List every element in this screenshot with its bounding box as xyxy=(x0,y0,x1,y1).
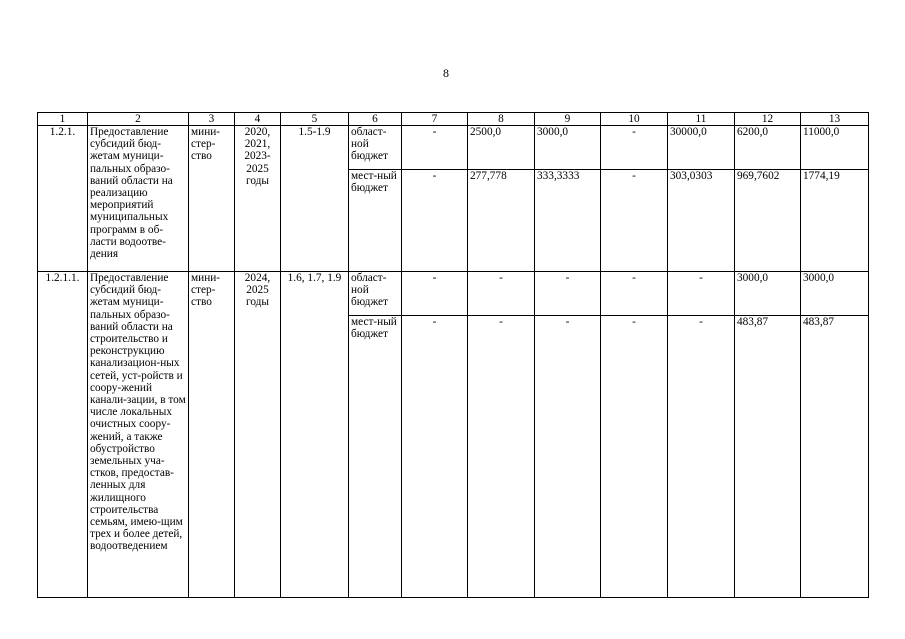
column-header: 13 xyxy=(801,113,869,126)
table-cell: - xyxy=(601,126,668,170)
column-header: 2 xyxy=(88,113,189,126)
column-header: 3 xyxy=(189,113,235,126)
table-cell: 1774,19 xyxy=(801,170,869,272)
table-cell: - xyxy=(535,272,601,316)
table-cell: 2500,0 xyxy=(468,126,535,170)
table-cell: 483,87 xyxy=(801,316,869,598)
column-header: 4 xyxy=(235,113,281,126)
row-name: Предоставление субсидий бюд-жетам муници-пальных образо-ваний области на реализацию мероприятий муниципальных программ в об-ласти водоотве-дения xyxy=(88,126,189,272)
table-cell: - xyxy=(601,316,668,598)
table-cell: - xyxy=(601,272,668,316)
page-number: 8 xyxy=(443,66,449,80)
table-cell: - xyxy=(535,316,601,598)
table-cell: - xyxy=(601,170,668,272)
table-cell: - xyxy=(468,272,535,316)
column-header: 7 xyxy=(402,113,468,126)
table-cell: - xyxy=(668,316,735,598)
budget-source: мест-ный бюджет xyxy=(349,170,402,272)
budget-table xyxy=(37,112,869,598)
column-header: 6 xyxy=(349,113,402,126)
table-cell: - xyxy=(668,272,735,316)
column-header: 9 xyxy=(535,113,601,126)
row-code: 1.2.1.1. xyxy=(38,272,88,598)
table-cell: 303,0303 xyxy=(668,170,735,272)
table-cell: 3000,0 xyxy=(535,126,601,170)
table-cell: - xyxy=(402,170,468,272)
row-executor: мини-стер-ство xyxy=(189,272,235,598)
table-cell: 3000,0 xyxy=(735,272,801,316)
row-code: 1.2.1. xyxy=(38,126,88,272)
column-header: 10 xyxy=(601,113,668,126)
column-header: 1 xyxy=(38,113,88,126)
table-cell: 277,778 xyxy=(468,170,535,272)
table-row xyxy=(38,272,869,316)
column-header: 8 xyxy=(468,113,535,126)
table-cell: 333,3333 xyxy=(535,170,601,272)
row-name: Предоставление субсидий бюд-жетам муници-пальных образо-ваний области на строительство и реконструкцию канализацион-ных сетей, уст-ройств и соору-жений канали-зации, в том числе локальных очистных соору-жений, а также обустройство земельных уча-стков, предостав-ленных для жилищного строительства семьям, имею-щим трех и более детей, водоотведением xyxy=(88,272,189,598)
table-cell: 3000,0 xyxy=(801,272,869,316)
table-cell: 11000,0 xyxy=(801,126,869,170)
column-header: 12 xyxy=(735,113,801,126)
table-cell: 6200,0 xyxy=(735,126,801,170)
table-cell: - xyxy=(468,316,535,598)
table-cell: - xyxy=(402,272,468,316)
row-indicators: 1.5-1.9 xyxy=(281,126,349,272)
column-header: 5 xyxy=(281,113,349,126)
row-period: 2020, 2021, 2023-2025 годы xyxy=(235,126,281,272)
table-cell: - xyxy=(402,316,468,598)
row-period: 2024, 2025 годы xyxy=(235,272,281,598)
table-cell: - xyxy=(402,126,468,170)
row-executor: мини-стер-ство xyxy=(189,126,235,272)
header-row xyxy=(38,113,869,126)
budget-source: област-ной бюджет xyxy=(349,272,402,316)
column-header: 11 xyxy=(668,113,735,126)
row-indicators: 1.6, 1.7, 1.9 xyxy=(281,272,349,598)
table-cell: 30000,0 xyxy=(668,126,735,170)
budget-source: мест-ный бюджет xyxy=(349,316,402,598)
table-row xyxy=(38,126,869,170)
table-cell: 969,7602 xyxy=(735,170,801,272)
budget-source: област-ной бюджет xyxy=(349,126,402,170)
table-cell: 483,87 xyxy=(735,316,801,598)
